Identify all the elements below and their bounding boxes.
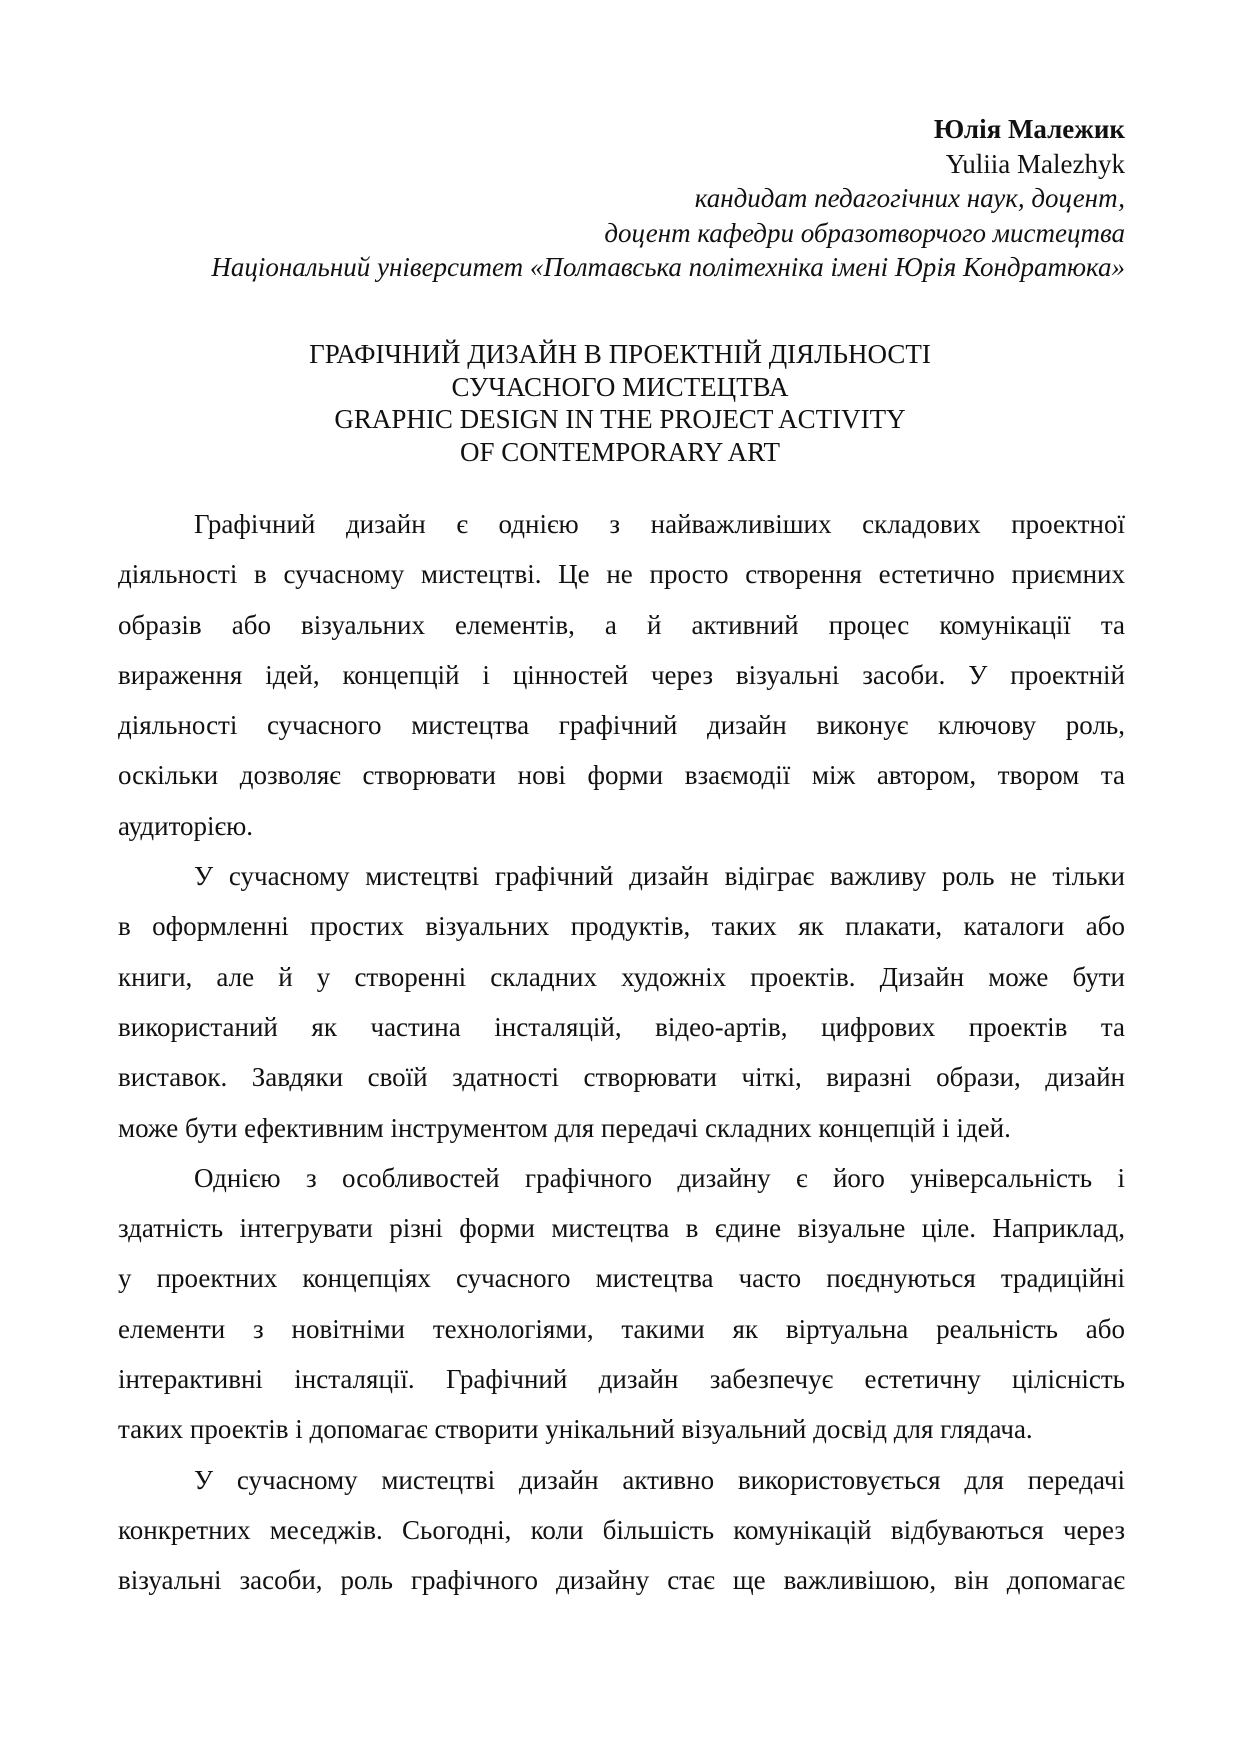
- article-body: [118, 499, 1125, 1606]
- paragraph-line: таких проектів і допомагає створити унікальний візуальний досвід для глядача.: [118, 1414, 1033, 1445]
- paragraph-line: може бути ефективним інструментом для передачі складних концепцій і ідей.: [118, 1112, 1011, 1143]
- paragraph-line: візуальні засоби, роль графічного дизайну стає ще важливішою, він допомагає: [118, 1565, 1125, 1596]
- paragraph-line: діяльності в сучасному мистецтві. Це не просто створення естетично приємних: [118, 559, 1125, 590]
- author-degree: кандидат педагогічних наук, доцент,: [694, 183, 1125, 213]
- paragraph-line: інтерактивні інсталяції. Графічний дизайн забезпечує естетичну цілісність: [118, 1364, 1125, 1395]
- paragraph-line: Однією з особливостей графічного дизайну є його універсальність і: [194, 1162, 1125, 1193]
- paragraph: [118, 851, 1125, 1153]
- paragraph-line: У сучасному мистецтві графічний дизайн відіграє важливу роль не тільки: [194, 861, 1125, 892]
- paragraph-line: Графічний дизайн є однією з найважливіших складових проектної: [194, 509, 1125, 539]
- paragraph: [118, 1153, 1125, 1455]
- author-name-en: Yuliia Malezhyk: [945, 148, 1125, 179]
- paragraph: [118, 1455, 1125, 1606]
- article-title: [0, 338, 1240, 468]
- paragraph-line: образів або візуальних елементів, а й активний процес комунікації та: [118, 609, 1125, 640]
- paragraph-line: у проектних концепціях сучасного мистецтва часто поєднуються традиційні: [118, 1263, 1125, 1294]
- paragraph-line: конкретних меседжів. Сьогодні, коли більшість комунікацій відбуваються через: [118, 1514, 1125, 1545]
- paragraph-line: У сучасному мистецтві дизайн активно використовується для передачі: [194, 1464, 1125, 1495]
- paragraph-line: книги, але й у створенні складних художніх проектів. Дизайн може бути: [118, 961, 1125, 992]
- paragraph-line: здатність інтегрувати різні форми мистецтва в єдине візуальне ціле. Наприклад,: [118, 1213, 1125, 1244]
- paragraph-line: аудиторією.: [118, 810, 254, 841]
- paragraph-line: елементи з новітніми технологіями, такими як віртуальна реальність або: [118, 1313, 1125, 1344]
- paragraph-line: діяльності сучасного мистецтва графічний дизайн виконує ключову роль,: [118, 710, 1125, 741]
- author-position: доцент кафедри образотворчого мистецтва: [604, 217, 1125, 248]
- paragraph: [118, 499, 1125, 851]
- paragraph-line: в оформленні простих візуальних продуктів, таких як плакати, каталоги або: [118, 911, 1125, 942]
- paragraph-line: вираження ідей, концепцій і цінностей через візуальні засоби. У проектній: [118, 659, 1125, 690]
- title-en-line-2: OF CONTEMPORARY ART: [460, 436, 780, 467]
- author-institution: Національний університет «Полтавська політехніка імені Юрія Кондратюка»: [211, 252, 1125, 282]
- paragraph-line: виставок. Завдяки своїй здатності створювати чіткі, виразні образи, дизайн: [118, 1062, 1125, 1093]
- title-uk-line-1: ГРАФІЧНИЙ ДИЗАЙН В ПРОЕКТНІЙ ДІЯЛЬНОСТІ: [309, 339, 931, 369]
- paragraph-line: оскільки дозволяє створювати нові форми взаємодії між автором, твором та: [118, 760, 1125, 791]
- title-uk-line-2: СУЧАСНОГО МИСТЕЦТВА: [451, 371, 789, 402]
- paragraph-line: використаний як частина інсталяцій, відео-артів, цифрових проектів та: [118, 1011, 1125, 1042]
- title-en-line-1: GRAPHIC DESIGN IN THE PROJECT ACTIVITY: [334, 404, 906, 434]
- author-block: [211, 112, 1125, 285]
- author-name-uk: Юлія Малежик: [933, 114, 1125, 144]
